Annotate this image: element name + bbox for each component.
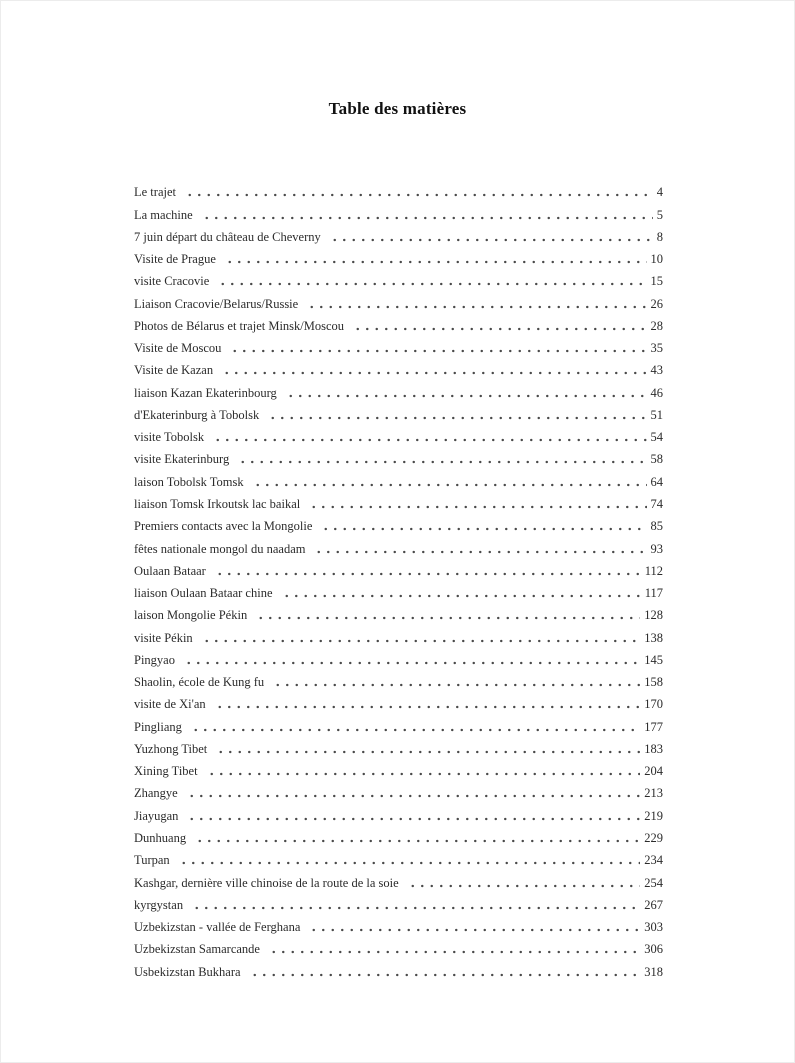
toc-entry <box>134 891 663 913</box>
toc-entry-label: visite de Xi'an <box>134 697 206 712</box>
toc-entry-page: 4 <box>656 185 663 200</box>
toc-entry-page: 158 <box>644 675 663 690</box>
dot-leader <box>215 750 640 754</box>
toc-entry-label: liaison Kazan Ekaterinbourg <box>134 385 277 400</box>
toc-entry <box>134 312 663 334</box>
dot-leader <box>313 550 646 554</box>
toc-entry-page: 267 <box>644 897 663 912</box>
toc-entry <box>134 646 663 668</box>
dot-leader <box>186 817 640 821</box>
toc-entry-label: Photos de Bélarus et trajet Minsk/Moscou <box>134 318 345 333</box>
toc-entry-page: 254 <box>644 875 663 890</box>
toc-entry <box>134 534 663 556</box>
toc-entry-page: 112 <box>644 563 663 578</box>
toc-entry <box>134 913 663 935</box>
toc-entry-page: 170 <box>644 697 663 712</box>
dot-leader <box>214 572 641 576</box>
toc-entry <box>134 467 663 489</box>
dot-leader <box>272 683 640 687</box>
toc-entry-label: 7 juin départ du château de Cheverny <box>134 229 321 244</box>
toc-entry <box>134 757 663 779</box>
toc-entry <box>134 824 663 846</box>
dot-leader <box>201 216 653 220</box>
dot-leader <box>186 794 641 798</box>
dot-leader <box>252 483 647 487</box>
dot-leader <box>194 839 640 843</box>
toc-entry <box>134 445 663 467</box>
toc-entry-label: Jiayugan <box>134 808 179 823</box>
toc-entry-page: 177 <box>644 719 663 734</box>
toc-entry <box>134 490 663 512</box>
dot-leader <box>191 906 640 910</box>
toc-entry-label: Turpan <box>134 853 170 868</box>
toc-entry <box>134 779 663 801</box>
toc-entry <box>134 267 663 289</box>
toc-entry-label: Le trajet <box>134 185 176 200</box>
dot-leader <box>229 349 646 353</box>
toc-entry-page: 74 <box>650 496 663 511</box>
toc-entry <box>134 200 663 222</box>
toc-entry-page: 46 <box>650 385 663 400</box>
dot-leader <box>237 460 646 464</box>
toc-entry-page: 35 <box>650 341 663 356</box>
toc-entry-page: 8 <box>656 229 663 244</box>
toc-entry-label: Liaison Cracovie/Belarus/Russie <box>134 296 299 311</box>
toc-entry <box>134 846 663 868</box>
toc-entry-page: 204 <box>644 764 663 779</box>
toc-entry <box>134 423 663 445</box>
dot-leader <box>329 238 653 242</box>
toc-entry-label: Usbekizstan Bukhara <box>134 964 241 979</box>
toc-entry-page: 138 <box>644 630 663 645</box>
dot-leader <box>285 394 647 398</box>
toc-entry-page: 85 <box>650 519 663 534</box>
toc-entry-label: Yuzhong Tibet <box>134 741 208 756</box>
toc-entry-page: 54 <box>650 430 663 445</box>
dot-leader <box>190 728 640 732</box>
page-title: Table des matières <box>328 99 467 118</box>
toc-entry <box>134 178 663 200</box>
toc-entry-label: d'Ekaterinburg à Tobolsk <box>134 407 260 422</box>
toc-entry-page: 93 <box>650 541 663 556</box>
toc-entry-label: Dunhuang <box>134 830 187 845</box>
dot-leader <box>217 282 646 286</box>
dot-leader <box>184 193 653 197</box>
toc-entry-page: 303 <box>644 920 663 935</box>
toc-entry-label: liaison Tomsk Irkoutsk lac baikal <box>134 496 301 511</box>
toc-entry-label: kyrgystan <box>134 897 184 912</box>
toc-entry <box>134 957 663 979</box>
toc-entry <box>134 801 663 823</box>
dot-leader <box>214 705 641 709</box>
toc-entry-page: 28 <box>650 318 663 333</box>
dot-leader <box>308 928 640 932</box>
toc-entry-label: Visite de Kazan <box>134 363 214 378</box>
toc-entry <box>134 601 663 623</box>
dot-leader <box>249 973 641 977</box>
toc-entry-label: Uzbekizstan - vallée de Ferghana <box>134 920 301 935</box>
toc-entry <box>134 245 663 267</box>
toc-entry-page: 128 <box>644 608 663 623</box>
toc-entry-label: liaison Oulaan Bataar chine <box>134 586 273 601</box>
dot-leader <box>320 527 646 531</box>
toc-entry <box>134 356 663 378</box>
dot-leader <box>308 505 646 509</box>
toc-entry <box>134 712 663 734</box>
dot-leader <box>206 772 641 776</box>
toc-entry-label: Visite de Moscou <box>134 341 222 356</box>
toc-entry <box>134 623 663 645</box>
toc-entry-page: 43 <box>650 363 663 378</box>
toc-entry-page: 183 <box>644 741 663 756</box>
toc-entry-label: La machine <box>134 207 193 222</box>
dot-leader <box>306 305 646 309</box>
toc-entry <box>134 401 663 423</box>
toc-entry-page: 51 <box>650 407 663 422</box>
dot-leader <box>407 884 641 888</box>
toc-entry-label: Pingyao <box>134 652 175 667</box>
toc-entry <box>134 378 663 400</box>
toc-entry <box>134 289 663 311</box>
toc-entry-label: laison Mongolie Pékin <box>134 608 248 623</box>
toc-entry-page: 306 <box>644 942 663 957</box>
dot-leader <box>221 371 646 375</box>
toc-entry <box>134 557 663 579</box>
dot-leader <box>212 438 646 442</box>
toc-entry <box>134 334 663 356</box>
toc-entry-label: visite Cracovie <box>134 274 210 289</box>
toc-entry <box>134 935 663 957</box>
toc-entry <box>134 690 663 712</box>
toc-entry-page: 58 <box>650 452 663 467</box>
toc-entry-label: fêtes nationale mongol du naadam <box>134 541 306 556</box>
toc-entry <box>134 868 663 890</box>
toc-entry <box>134 512 663 534</box>
toc-entry-label: Oulaan Bataar <box>134 563 206 578</box>
toc-entry-page: 5 <box>656 207 663 222</box>
toc-entry-label: Shaolin, école de Kung fu <box>134 675 265 690</box>
toc-entry-label: Premiers contacts avec la Mongolie <box>134 519 313 534</box>
toc-entry <box>134 223 663 245</box>
toc-entry-label: visite Tobolsk <box>134 430 205 445</box>
toc-entry-label: visite Ekaterinburg <box>134 452 230 467</box>
toc-entry-page: 145 <box>644 652 663 667</box>
toc-entry-page: 318 <box>644 964 663 979</box>
toc-entry-page: 64 <box>650 474 663 489</box>
dot-leader <box>352 327 646 331</box>
toc-entry-label: laison Tobolsk Tomsk <box>134 474 244 489</box>
toc-entry-label: Uzbekizstan Samarcande <box>134 942 260 957</box>
toc-entry <box>134 579 663 601</box>
toc-entry-page: 229 <box>644 830 663 845</box>
toc-list <box>134 178 663 980</box>
toc-entry-page: 234 <box>644 853 663 868</box>
toc-entry-label: visite Pékin <box>134 630 193 645</box>
toc-entry-page: 219 <box>644 808 663 823</box>
dot-leader <box>201 639 641 643</box>
dot-leader <box>255 616 640 620</box>
toc-entry-label: Kashgar, dernière ville chinoise de la route de la soie <box>134 875 399 890</box>
toc-entry-page: 117 <box>644 586 663 601</box>
dot-leader <box>224 260 647 264</box>
toc-entry-page: 15 <box>650 274 663 289</box>
toc-entry <box>134 735 663 757</box>
toc-entry-label: Visite de Prague <box>134 252 216 267</box>
dot-leader <box>267 416 646 420</box>
dot-leader <box>268 950 640 954</box>
dot-leader <box>281 594 641 598</box>
dot-leader <box>183 661 640 665</box>
toc-entry-page: 10 <box>650 252 663 267</box>
toc-entry-page: 26 <box>650 296 663 311</box>
dot-leader <box>178 861 641 865</box>
toc-entry <box>134 668 663 690</box>
toc-entry-label: Pingliang <box>134 719 182 734</box>
toc-entry-label: Xining Tibet <box>134 764 198 779</box>
toc-entry-label: Zhangye <box>134 786 178 801</box>
toc-entry-page: 213 <box>644 786 663 801</box>
